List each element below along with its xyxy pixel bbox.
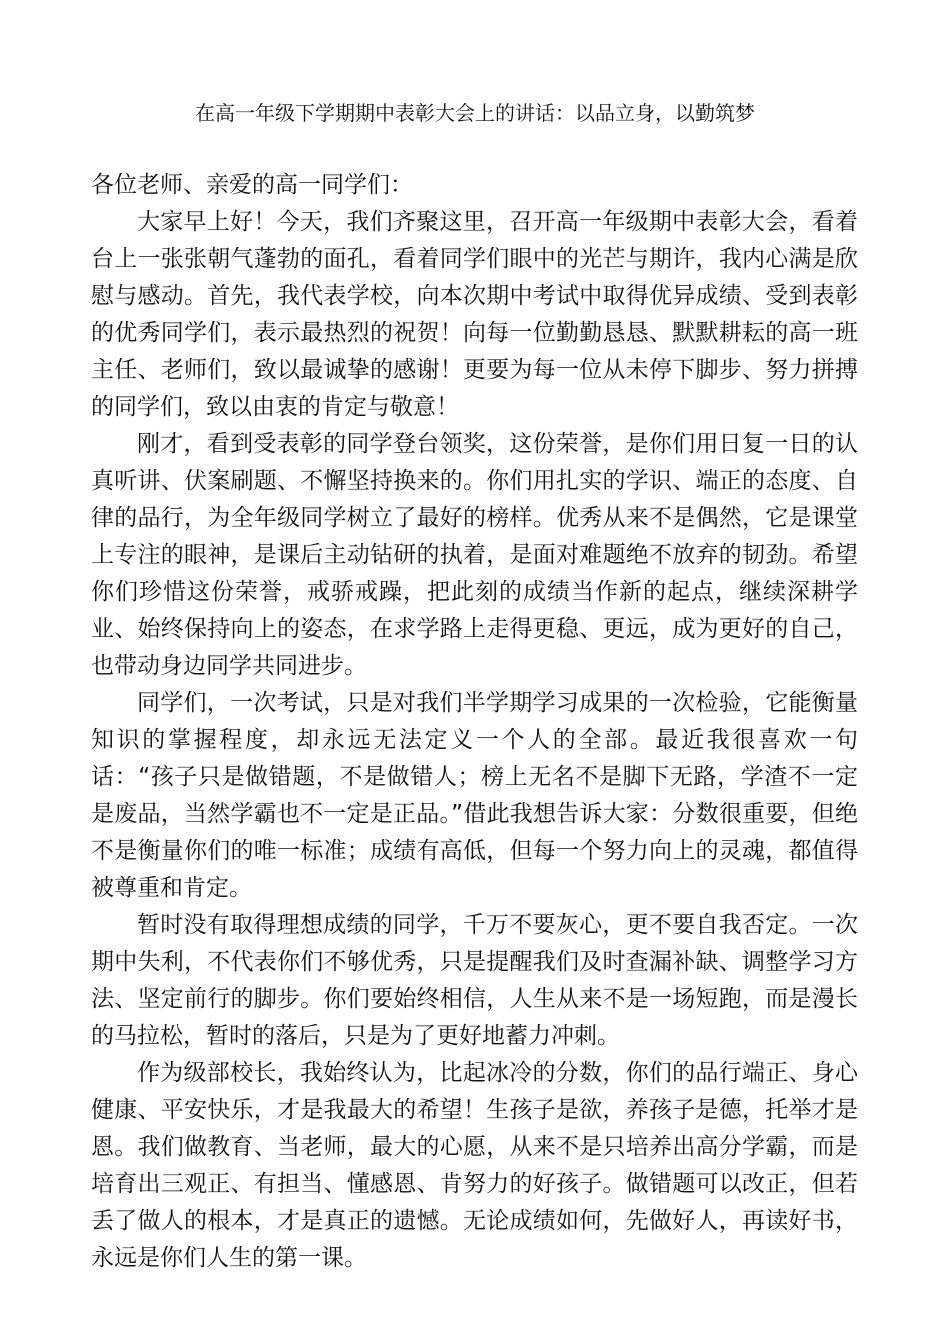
paragraph-2: 刚才，看到受表彰的同学登台领奖，这份荣誉，是你们用日复一日的认真听讲、伏案刷题、不懈坚持换来的。你们用扎实的学识、端正的态度、自律的品行，为全年级同学树立了最好的榜样。优秀从来不是偶然，它是课堂上专注的眼神，是课后主动钻研的执着，是面对难题绝不放弃的韧劲。希望你们珍惜这份荣誉，戒骄戒躁，把此刻的成绩当作新的起点，继续深耕学业、始终保持向上的姿态，在求学路上走得更稳、更远，成为更好的自己，也带动身边同学共同进步。 <box>91 431 858 679</box>
paragraph-1: 大家早上好！今天，我们齐聚这里，召开高一年级期中表彰大会，看着台上一张张朝气蓬勃的面孔，看着同学们眼中的光芒与期许，我内心满是欣慰与感动。首先，我代表学校，向本次期中考试中取得优异成绩、受到表彰的优秀同学们，表示最热烈的祝贺！向每一位勤勤恳恳、默默耕耘的高一班主任、老师们，致以最诚挚的感谢！更要为每一位从未停下脚步、努力拼搏的同学们，致以由衷的肯定与敬意！ <box>91 209 858 420</box>
paragraph-4: 暂时没有取得理想成绩的同学，千万不要灰心，更不要自我否定。一次期中失利，不代表你们不够优秀，只是提醒我们及时查漏补缺、调整学习方法、坚定前行的脚步。你们要始终相信，人生从来不是一场短跑，而是漫长的马拉松，暂时的落后，只是为了更好地蓄力冲刺。 <box>91 912 858 1049</box>
paragraph-3: 同学们，一次考试，只是对我们半学期学习成果的一次检验，它能衡量知识的掌握程度，却永远无法定义一个人的全部。最近我很喜欢一句话：“孩子只是做错题，不是做错人；榜上无名不是脚下无路，学渣不一定是废品，当然学霸也不一定是正品。”借此我想告诉大家：分数很重要，但绝不是衡量你们的唯一标准；成绩有高低，但每一个努力向上的灵魂，都值得被尊重和肯定。 <box>91 690 858 901</box>
salutation: 各位老师、亲爱的高一同学们： <box>91 172 413 198</box>
document-body <box>91 167 858 1277</box>
document-title: 在高一年级下学期期中表彰大会上的讲话：以品立身，以勤筑梦 <box>195 101 755 125</box>
paragraph-5: 作为级部校长，我始终认为，比起冰冷的分数，你们的品行端正、身心健康、平安快乐，才是我最大的希望！生孩子是欲，养孩子是德，托举才是恩。我们做教育、当老师，最大的心愿，从来不是只培养出高分学霸，而是培育出三观正、有担当、懂感恩、肯努力的好孩子。做错题可以改正，但若丢了做人的根本，才是真正的遗憾。无论成绩如何，先做好人，再读好书，永远是你们人生的第一课。 <box>91 1060 858 1271</box>
